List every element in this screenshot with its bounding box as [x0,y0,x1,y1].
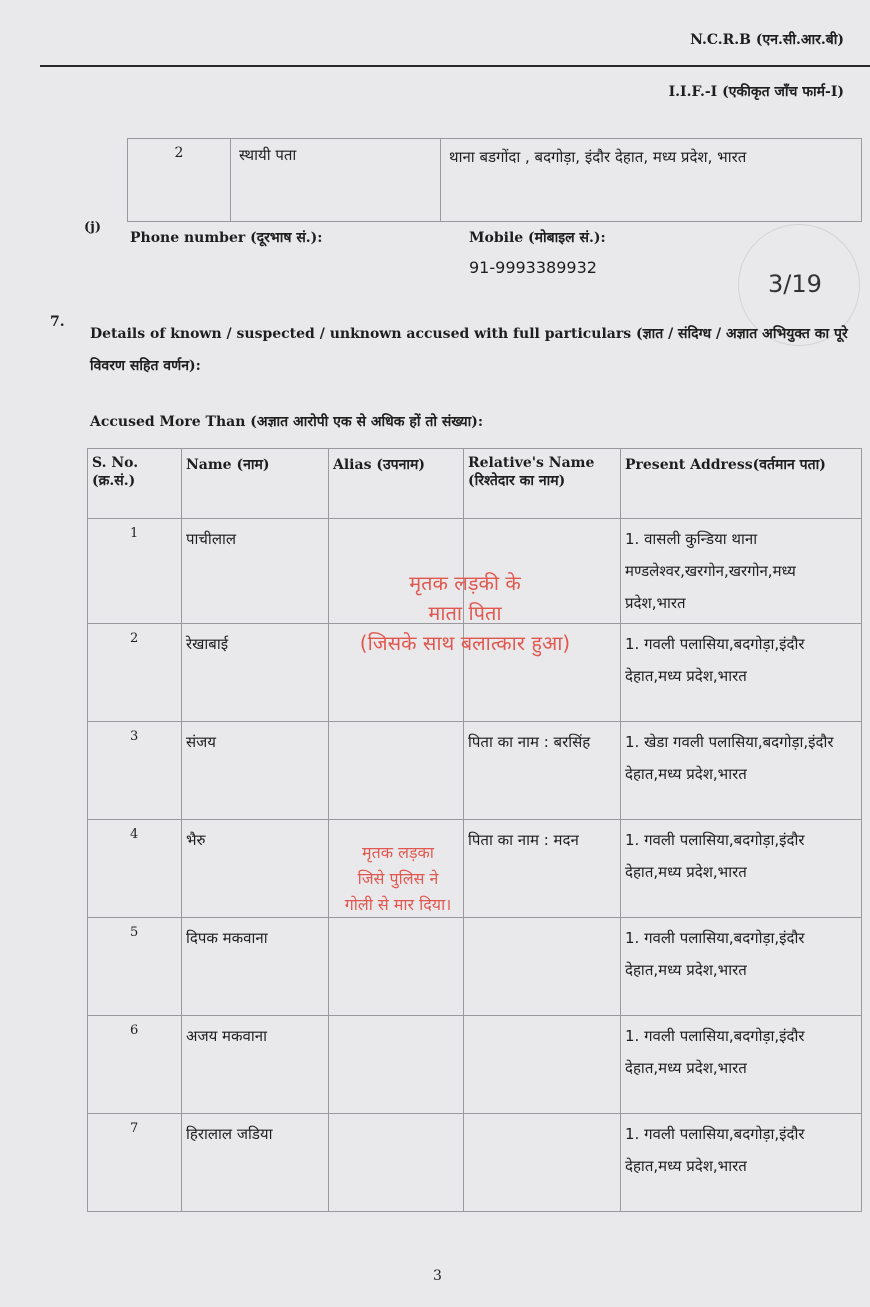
address-row-label: स्थायी पता [231,139,441,222]
mobile-value: 91-9993389932 [469,258,597,277]
mobile-label: Mobile (मोबाइल सं.): [469,230,606,246]
row-address: 1. खेडा गवली पलासिया,बदगोड़ा,इंदौर देहात,मध्य प्रदेश,भारत [621,722,862,820]
row-sno: 7 [88,1114,182,1212]
row-relative: पिता का नाम : बरसिंह [464,722,621,820]
row-name: रेखाबाई [182,624,329,722]
address-row-number: 2 [128,139,231,222]
accused-table [87,448,862,1212]
annotation-parents [310,568,620,658]
header-address: Present Address(वर्तमान पता) [621,449,862,519]
row-alias [329,918,464,1016]
row-name: संजय [182,722,329,820]
address-table [127,138,862,222]
row-sno: 2 [88,624,182,722]
phone-marker: (j) [84,220,102,235]
row-name: भैरु [182,820,329,918]
row-address: 1. गवली पलासिया,बदगोड़ा,इंदौर देहात,मध्य प्रदेश,भारत [621,624,862,722]
footer-page-number: 3 [433,1268,442,1284]
annotation-parents-line1: मृतक लड़की के [409,571,521,595]
row-name: पाचीलाल [182,519,329,624]
annotation-parents-line2: माता पिता [428,601,502,625]
row-address: 1. गवली पलासिया,बदगोड़ा,इंदौर देहात,मध्य प्रदेश,भारत [621,918,862,1016]
address-row-value: थाना बडगोंदा , बदगोड़ा, इंदौर देहात, मध्य प्रदेश, भारत [441,139,862,222]
row-sno: 5 [88,918,182,1016]
row-alias [329,722,464,820]
row-relative [464,918,621,1016]
section-heading: Details of known / suspected / unknown accused with full particulars (ज्ञात / संदिग्ध / अज्ञात अभियुक्त का पूरे विवरण सहित वर्णन): [90,326,848,374]
phone-label: Phone number (दूरभाष सं.): [130,230,323,246]
header-alias: Alias (उपनाम) [329,449,464,519]
row-relative [464,1016,621,1114]
row-address: 1. वासली कुन्डिया थाना मण्डलेश्वर,खरगोन,खरगोन,मध्य प्रदेश,भारत [621,519,862,624]
accused-more-than: Accused More Than (अज्ञात आरोपी एक से अधिक हों तो संख्या): [90,414,484,430]
row-sno: 4 [88,820,182,918]
row-relative [464,1114,621,1212]
table-row [88,918,862,1016]
row-address: 1. गवली पलासिया,बदगोड़ा,इंदौर देहात,मध्य प्रदेश,भारत [621,1114,862,1212]
row-relative: पिता का नाम : मदन [464,820,621,918]
header-name: Name (नाम) [182,449,329,519]
annotation-boy-line3: गोली से मार दिया। [344,895,452,914]
row-address: 1. गवली पलासिया,बदगोड़ा,इंदौर देहात,मध्य प्रदेश,भारत [621,820,862,918]
header-sno: S. No. (क्र.सं.) [88,449,182,519]
annotation-boy-line2: जिसे पुलिस ने [357,869,439,888]
header-rule [40,65,870,67]
table-header-row [88,449,862,519]
row-address: 1. गवली पलासिया,बदगोड़ा,इंदौर देहात,मध्य प्रदेश,भारत [621,1016,862,1114]
row-sno: 1 [88,519,182,624]
row-sno: 3 [88,722,182,820]
annotation-parents-line3: (जिसके साथ बलात्कार हुआ) [359,631,571,655]
annotation-boy [318,840,478,918]
table-row [88,1016,862,1114]
row-name: हिरालाल जडिया [182,1114,329,1212]
page-badge: 3/19 [768,270,822,298]
annotation-boy-line1: मृतक लड़का [362,843,434,862]
row-name: दिपक मकवाना [182,918,329,1016]
section-number: 7. [50,314,65,330]
address-row [128,139,862,222]
form-title: I.I.F.-I (एकीकृत जाँच फार्म-I) [668,84,844,100]
header-relative: Relative's Name (रिश्तेदार का नाम) [464,449,621,519]
row-alias [329,1114,464,1212]
table-row [88,1114,862,1212]
table-row [88,722,862,820]
row-name: अजय मकवाना [182,1016,329,1114]
row-alias [329,1016,464,1114]
row-sno: 6 [88,1016,182,1114]
ncrb-header: N.C.R.B (एन.सी.आर.बी) [690,32,844,48]
